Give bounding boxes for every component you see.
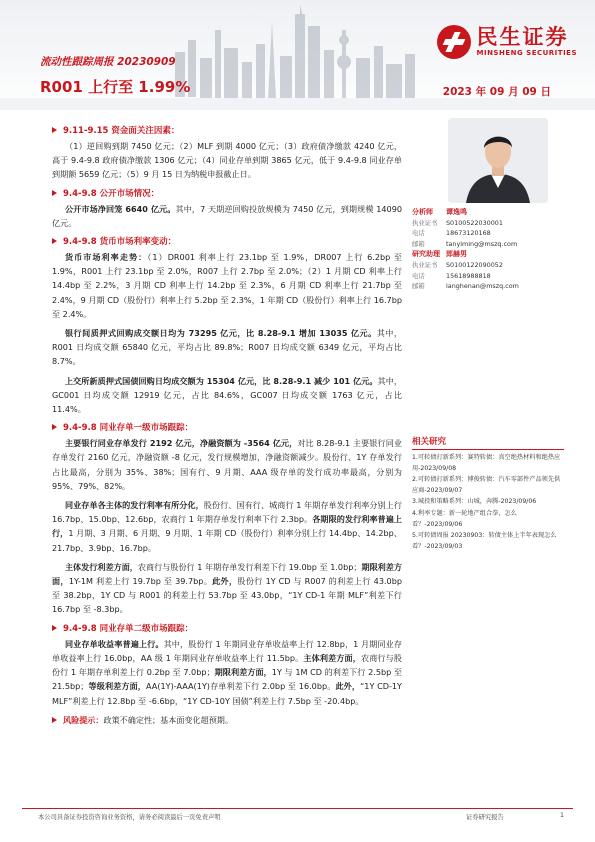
section-heading xyxy=(52,235,402,247)
analyst-detail-row xyxy=(412,260,562,271)
body-paragraph xyxy=(52,250,402,321)
body-text: 其中，R001 日均成交额 65840 亿元，平均占比 89.8%；R007 日均成交额 6349 亿元，平均占比 8.7%。 xyxy=(52,328,402,367)
body-text: 其中，GC001 日均成交额 12919 亿元，占比 84.6%，GC007 日均成交额 1763 亿元，占比 11.4%。 xyxy=(52,375,402,415)
section-heading-text: 9.11-9.15 资金面关注因素： xyxy=(63,126,180,136)
analyst-detail-row xyxy=(412,281,562,292)
related-research-list xyxy=(412,453,564,553)
body-text: 1Y 与 1M CD 的利差下行 2.5bp 至 21.5bp； xyxy=(52,667,402,692)
bold-text: 期限利差方面， xyxy=(214,667,272,678)
bold-text: 同业存单各主体的发行利率有所分化， xyxy=(64,500,204,511)
analyst-role: 分析师 xyxy=(412,208,433,216)
body-text: 股份行、国有行、城商行 1 年期存单发行利率分别上行 16.7bp、15.0bp、12.6bp，农商行 1 年期存单发行利率下行 2.3bp。 xyxy=(52,500,402,525)
body-text: 1Y-1M 利差上行 19.7bp 至 39.7bp。 xyxy=(68,576,213,587)
analyst-role-row xyxy=(412,207,562,218)
body-text: 1 月期、3 月期、6 月期、9 月期、1 年期 CD（股份行）利率分别上行 14.4bp、14.2bp、21.7bp、3.9bp、16.7bp。 xyxy=(52,528,402,553)
footer-disclaimer: 本公司具备证券投资咨询业务资格，请务必阅读最后一页免责声明 xyxy=(38,814,221,821)
body-paragraph xyxy=(52,436,402,493)
related-research-item[interactable]: 3.城投和策略系列：山城，奔腾-2023/09/06 xyxy=(412,498,537,506)
body-paragraph xyxy=(52,202,402,230)
analyst-role: 研究助理 xyxy=(412,250,440,259)
section-heading-text: 9.4-9.8 同业存单一级市场跟踪： xyxy=(63,423,194,434)
body-text: 其中，7 天期逆回购投放规模为 7450 亿元，到期规模 14090 亿元。 xyxy=(52,203,402,228)
brand-name-cn: 民生证券 xyxy=(476,25,569,49)
footer-divider xyxy=(22,808,573,809)
bold-text: 公开市场净回笼 6640 亿元。 xyxy=(64,203,176,214)
footer-doc-type: 证券研究报告 xyxy=(466,814,504,821)
body-paragraph xyxy=(52,374,402,417)
analyst-detail-value: S0100522030001 xyxy=(446,218,503,227)
bold-text: 等级利差方面， xyxy=(88,681,147,692)
bold-text: 上交所新质押式国债回购日均成交额为 15304 亿元，比 8.28-9.1 减少 101 亿元。 xyxy=(64,375,378,386)
analyst-info xyxy=(412,207,562,292)
analyst-detail-value[interactable]: tanyiming@mszq.com xyxy=(446,239,518,248)
related-research-item[interactable]: 4.利率专题：新一轮地产组合拳，怎么看？-2023/09/06 xyxy=(412,509,517,528)
section-heading xyxy=(52,124,402,136)
body-paragraph xyxy=(52,326,402,369)
body-text: 农商行与股份行 1 年期存单利差上行 0.2bp 至 7.0bp； xyxy=(52,652,402,678)
body-text: 其中，股份行 1 年期同业存单收益率上行 12.8bp，1 月期同业存单收益率上行 16.0bp，AA 级 1 年期同业存单收益率上行 11.5bp。 xyxy=(52,638,402,663)
related-research-item[interactable]: 5.可转债周报 20230903：转债主体上半年表现怎么看？-2023/09/03 xyxy=(412,532,557,550)
analyst-detail-label: 电话 xyxy=(412,229,425,238)
brand-text xyxy=(477,26,578,58)
analyst-detail-label: 执业证书 xyxy=(412,218,438,227)
body-text: 农商行与股份行 1 年期存单发行利差下行 19.0bp 至 1.0bp； xyxy=(137,561,362,572)
analyst-photo xyxy=(448,118,548,203)
bold-text: 货币市场利率走势： xyxy=(64,252,148,263)
analyst-portrait-icon xyxy=(448,118,548,203)
triangle-bullet-icon xyxy=(52,424,57,430)
bold-text: 此外， xyxy=(335,681,361,692)
analyst-detail-label: 电话 xyxy=(412,271,425,280)
analyst-name: 谭逸鸣 xyxy=(446,208,467,216)
analyst-detail-label: 邮箱 xyxy=(412,239,425,248)
body-paragraph xyxy=(52,498,402,555)
bold-text: 主体发行利差方面， xyxy=(64,561,138,572)
body-paragraph xyxy=(52,139,402,182)
body-text: （1）DR001 利率上行 23.1bp 至 1.9%，DR007 上行 6.2bp 至 1.9%，R001 上行 23.1bp 至 2.0%，R007 上行 2.7bp 至 2.0%；（2）1 月期 CD 利率上行 14.4bp 至 2.2%，3 月期 CD 利率上行 14.2bp 至 2.3%，6 月期 CD 利率上行 21.7bp 至 2.4%，9 月期 CD（股份行）利率上行 5.2bp 至 2.3%，1 年期 CD（股份行）利率上行 16.7bp 至 2.4%。 xyxy=(52,252,402,319)
analyst-name: 郎赫男 xyxy=(446,250,467,259)
analyst-detail-row xyxy=(412,218,562,229)
body-text: （1）逆回购到期 7450 亿元；（2）MLF 到期 4000 亿元；（3）政府债净缴款 4240 亿元，高于 9.4-9.8 政府债净缴款 1306 亿元；（4）同业存单到期 3865 亿元，低于 9.4-9.8 同业存单到期额 5659 亿元；（5）9 月 15 日为纳税申报截止日。 xyxy=(52,141,402,180)
analyst-detail-row xyxy=(412,228,562,239)
bold-text: 此外， xyxy=(212,576,238,587)
section-heading-text: 9.4-9.8 公开市场情况： xyxy=(63,188,160,199)
bold-text: 各期限的发行利率普遍上行， xyxy=(52,514,402,539)
body-paragraph xyxy=(52,560,402,617)
related-research-item[interactable]: 1.可转债打新系列：赛特转债：真空绝热材料和绝热应用-2023/09/08 xyxy=(412,454,561,472)
analyst-detail-label: 执业证书 xyxy=(412,260,438,269)
risk-text: 政策不确定性；基本面变化超预期。 xyxy=(103,714,233,725)
section-heading xyxy=(52,622,402,634)
body-text: “1Y CD-1Y MLF”利差上行 12.8bp 至 -6.6bp，“1Y CD-10Y 国债”利差上行 7.5bp 至 -20.4bp。 xyxy=(52,681,402,706)
related-research-heading: 相关研究 xyxy=(412,435,564,450)
analyst-detail-label: 邮箱 xyxy=(412,282,425,291)
minsheng-logo xyxy=(437,22,578,62)
analyst-detail-value[interactable]: langhenan@mszq.com xyxy=(446,282,519,291)
triangle-bullet-icon xyxy=(52,238,57,244)
section-heading xyxy=(52,187,402,199)
risk-label: 风险提示： xyxy=(63,714,104,725)
bold-text: 期限利差方面， xyxy=(52,561,402,587)
analyst-detail-value: S0100122090052 xyxy=(446,260,503,269)
triangle-bullet-icon xyxy=(52,625,57,631)
related-research-item[interactable]: 2.可转债打新系列：博俊转债：汽车零部件产品领先供应商-2023/09/07 xyxy=(412,476,561,494)
body-text: 股份行 1Y CD 与 R007 的利差上行 43.0bp 至 38.2bp，1Y CD 与 R001 的利差上行 53.7bp 至 43.0bp，“1Y CD-1 年期 MLF”利差下行 16.7bp 至 -8.3bp。 xyxy=(52,576,402,615)
report-title: R001 上行至 1.99% xyxy=(40,78,191,96)
triangle-bullet-icon xyxy=(52,717,57,723)
report-body xyxy=(52,124,402,730)
page-number: 1 xyxy=(560,812,565,819)
section-heading-text: 9.4-9.8 货币市场利率变动： xyxy=(63,237,177,248)
bold-text: 主体利差方面， xyxy=(303,652,361,663)
body-text: 对比 8.28-9.1 主要银行同业存单发行 2160 亿元，净融资额 -8 亿元，发行规模增加，净融资额减少。股份行、1Y 存单发行占比最高，分别为 35%、38%；国有行、9 月期、AAA 级存单的发行成功率最高，分别为 95%、79%、82%。 xyxy=(52,438,402,491)
body-paragraph xyxy=(52,637,402,708)
section-heading-text: 9.4-9.8 同业存单二级市场跟踪： xyxy=(63,623,194,634)
report-series: 流动性跟踪周报 20230909 xyxy=(40,56,176,68)
bold-text: 银行间质押式回购成交额日均为 73295 亿元，比 8.28-9.1 增加 13035 亿元。 xyxy=(64,328,377,339)
analyst-detail-value: 18673120168 xyxy=(446,229,491,238)
triangle-bullet-icon xyxy=(52,127,57,133)
bold-text: 同业存单收益率普遍上行。 xyxy=(64,638,164,649)
triangle-bullet-icon xyxy=(52,190,57,196)
bold-text: 主要银行同业存单发行 2192 亿元，净融资额为 -3564 亿元， xyxy=(64,438,298,449)
analyst-detail-value: 15618988818 xyxy=(446,271,491,280)
analyst-role-row xyxy=(412,249,562,260)
risk-warning xyxy=(52,713,402,727)
brand-name-en: MINSHENG SECURITIES xyxy=(476,49,577,57)
report-header xyxy=(0,0,595,110)
report-date: 2023 年 09 月 09 日 xyxy=(442,86,551,98)
minsheng-logo-icon xyxy=(437,25,471,59)
body-text: AA(1Y)-AAA(1Y)存单利差下行 2.0bp 至 16.0bp。 xyxy=(146,681,336,692)
section-heading xyxy=(52,421,402,433)
analyst-detail-row xyxy=(412,271,562,282)
analyst-detail-row xyxy=(412,239,562,250)
